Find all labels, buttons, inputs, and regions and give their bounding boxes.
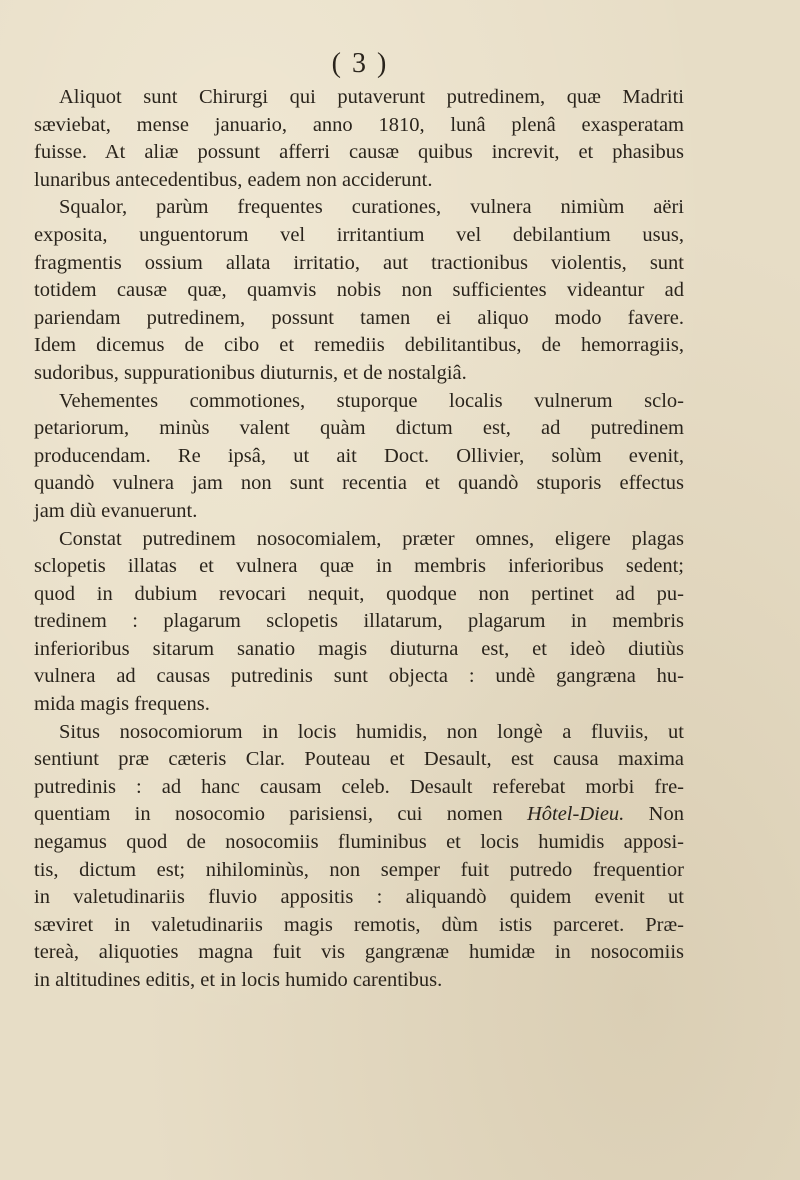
text-line: in valetudinariis fluvio appositis : aliquandò quidem evenit ut: [34, 886, 684, 909]
text-line: tredinem : plagarum sclopetis illatarum, plagarum in membris: [34, 610, 684, 633]
text-line: sentiunt præ cæteris Clar. Pouteau et Desault, est causa maxima: [34, 748, 684, 771]
text-line: Squalor, parùm frequentes curationes, vulnera nimiùm aëri: [59, 196, 684, 219]
paragraph-3: [34, 388, 684, 526]
text-line: sæviret in valetudinariis magis remotis, dùm istis parceret. Præ-: [34, 913, 684, 936]
text-line: Idem dicemus de cibo et remediis debilitantibus, de hemorragiis,: [34, 334, 684, 357]
text-line: inferioribus sitarum sanatio magis diuturna est, et ideò diutiùs: [34, 637, 684, 660]
text-line: jam diù evanuerunt.: [34, 499, 198, 522]
text-line: pariendam putredinem, possunt tamen ei aliquo modo favere.: [34, 306, 684, 329]
text-line: in altitudines editis, et in locis humido carentibus.: [34, 969, 443, 991]
text-line: fuisse. At aliæ possunt afferri causæ quibus increvit, et phasibus: [34, 141, 684, 164]
text-line: quandò vulnera jam non sunt recentia et quandò stuporis effectus: [34, 472, 684, 495]
text-segment: quentiam in nosocomio parisiensi, cui nomen: [34, 803, 527, 826]
text-line: tereà, aliquoties magna fuit vis gangrænæ humidæ in nosocomiis: [34, 941, 684, 964]
text-line: lunaribus antecedentibus, eadem non acciderunt.: [34, 168, 433, 191]
text-line: Constat putredinem nosocomialem, præter omnes, eligere plagas: [59, 527, 684, 550]
text-line: Vehementes commotiones, stuporque localis vulnerum sclo-: [59, 389, 684, 412]
text-line: sudoribus, suppurationibus diuturnis, et de nostalgiâ.: [34, 361, 467, 384]
text-segment: Non: [624, 803, 684, 826]
text-line: vulnera ad causas putredinis sunt objecta : undè gangræna hu-: [34, 665, 684, 688]
text-line: fragmentis ossium allata irritatio, aut tractionibus violentis, sunt: [34, 251, 684, 274]
text-line: producendam. Re ipsâ, ut ait Doct. Ollivier, solùm evenit,: [34, 444, 684, 467]
body-text: [34, 84, 684, 995]
text-line: sclopetis illatas et vulnera quæ in membris inferioribus sedent;: [34, 555, 684, 578]
paragraph-5: [34, 719, 684, 995]
paragraph-2: [34, 194, 684, 387]
text-line: quod in dubium revocari nequit, quodque non pertinet ad pu-: [34, 582, 684, 605]
text-line: petariorum, minùs valent quàm dictum est, ad putredinem: [34, 417, 684, 440]
paragraph-4: [34, 526, 684, 719]
text-line: negamus quod de nosocomiis fluminibus et locis humidis apposi-: [34, 831, 684, 854]
text-line: Situs nosocomiorum in locis humidis, non longè a fluviis, ut: [59, 720, 684, 743]
text-line: totidem causæ quæ, quamvis nobis non sufficientes videantur ad: [34, 279, 684, 302]
page-number: ( 3 ): [331, 48, 389, 79]
text-line: [34, 801, 684, 829]
text-line: mida magis frequens.: [34, 693, 210, 716]
paragraph-1: [34, 84, 684, 194]
text-line: sæviebat, mense januario, anno 1810, lunâ plenâ exasperatam: [34, 113, 684, 136]
text-line: Aliquot sunt Chirurgi qui putaverunt putredinem, quæ Madriti: [59, 86, 684, 108]
text-line: putredinis : ad hanc causam celeb. Desault referebat morbi fre-: [34, 775, 684, 798]
text-line: tis, dictum est; nihilominùs, non semper fuit putredo frequentior: [34, 858, 684, 881]
italic-place-name: Hôtel-Dieu.: [526, 803, 625, 826]
text-line: exposita, unguentorum vel irritantium vel debilantium usus,: [34, 223, 684, 246]
